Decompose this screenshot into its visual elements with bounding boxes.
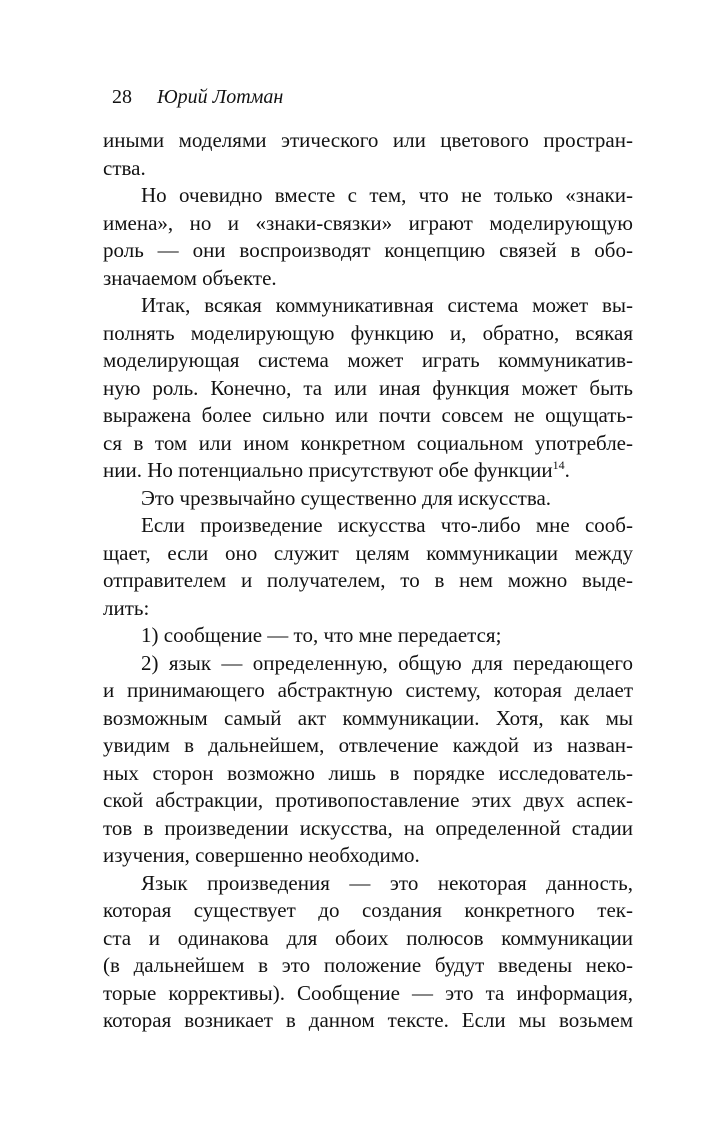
text-line: значаемом объекте. xyxy=(103,265,277,290)
text-line: ных сторон возможно лишь в порядке исследователь- xyxy=(103,760,633,785)
text-line: ную роль. Конечно, та или иная функция может быть xyxy=(103,375,633,400)
text-line: и принимающего абстрактную систему, которая делает xyxy=(103,678,633,702)
text-line: Язык произведения — это некоторая данность, xyxy=(141,870,633,895)
text-line: Это чрезвычайно существенно для искусства. xyxy=(141,485,552,510)
text-line: ской абстракции, противопоставление этих двух аспек- xyxy=(103,788,633,812)
text-line: которая существует до создания конкретного тек- xyxy=(103,898,633,922)
text-line: иными моделями этического или цветового простран- xyxy=(103,128,633,152)
text-line xyxy=(103,457,633,485)
text-line: (в дальнейшем в это положение будут введены неко- xyxy=(103,953,633,977)
footnote-ref: 14 xyxy=(552,458,565,472)
text-line: 1) сообщение — то, что мне передается; xyxy=(141,623,502,647)
text-line: отправителем и получателем, то в нем можно выде- xyxy=(103,568,633,592)
text-line: полнять моделирующую функцию и, обратно, всякая xyxy=(103,320,633,345)
text-line: моделирующая система может играть коммуникатив- xyxy=(103,348,633,372)
running-head: Юрий Лотман xyxy=(157,86,284,108)
text-line: Итак, всякая коммуникативная система может вы- xyxy=(141,293,633,317)
text-line: имена», но и «знаки-связки» играют моделирующую xyxy=(103,210,633,235)
text-line: торые коррективы). Сообщение — это та информация, xyxy=(103,980,633,1005)
page-number: 28 xyxy=(112,86,132,108)
text-line: ства. xyxy=(103,155,146,180)
text-line: Но очевидно вместе с тем, что не только «знаки- xyxy=(141,183,633,207)
line-text: нии. Но потенциально присутствуют обе функции xyxy=(103,458,553,482)
text-line: щает, если оно служит целям коммуникации между xyxy=(103,540,633,565)
text-line: выражена более сильно или почти совсем не ощущать- xyxy=(103,403,633,427)
text-line: тов в произведении искусства, на определенной стадии xyxy=(103,815,633,840)
text-line: возможным самый акт коммуникации. Хотя, как мы xyxy=(103,705,633,730)
text-line: изучения, совершенно необходимо. xyxy=(103,843,420,867)
text-line: Если произведение искусства что-либо мне сооб- xyxy=(141,513,633,537)
page-text xyxy=(103,127,633,1035)
text-line: роль — они воспроизводят концепцию связей в обо- xyxy=(103,238,633,262)
text-line: лить: xyxy=(103,595,150,620)
line-text: . xyxy=(564,458,570,482)
text-line: которая возникает в данном тексте. Если мы возьмем xyxy=(103,1008,633,1032)
text-line: 2) язык — определенную, общую для передающего xyxy=(141,650,633,675)
page-header xyxy=(112,85,283,109)
text-line: ся в том или ином конкретном социальном употребле- xyxy=(103,430,633,455)
text-line: увидим в дальнейшем, отвлечение каждой из назван- xyxy=(103,733,633,757)
text-line: ста и одинакова для обоих полюсов коммуникации xyxy=(103,925,633,950)
